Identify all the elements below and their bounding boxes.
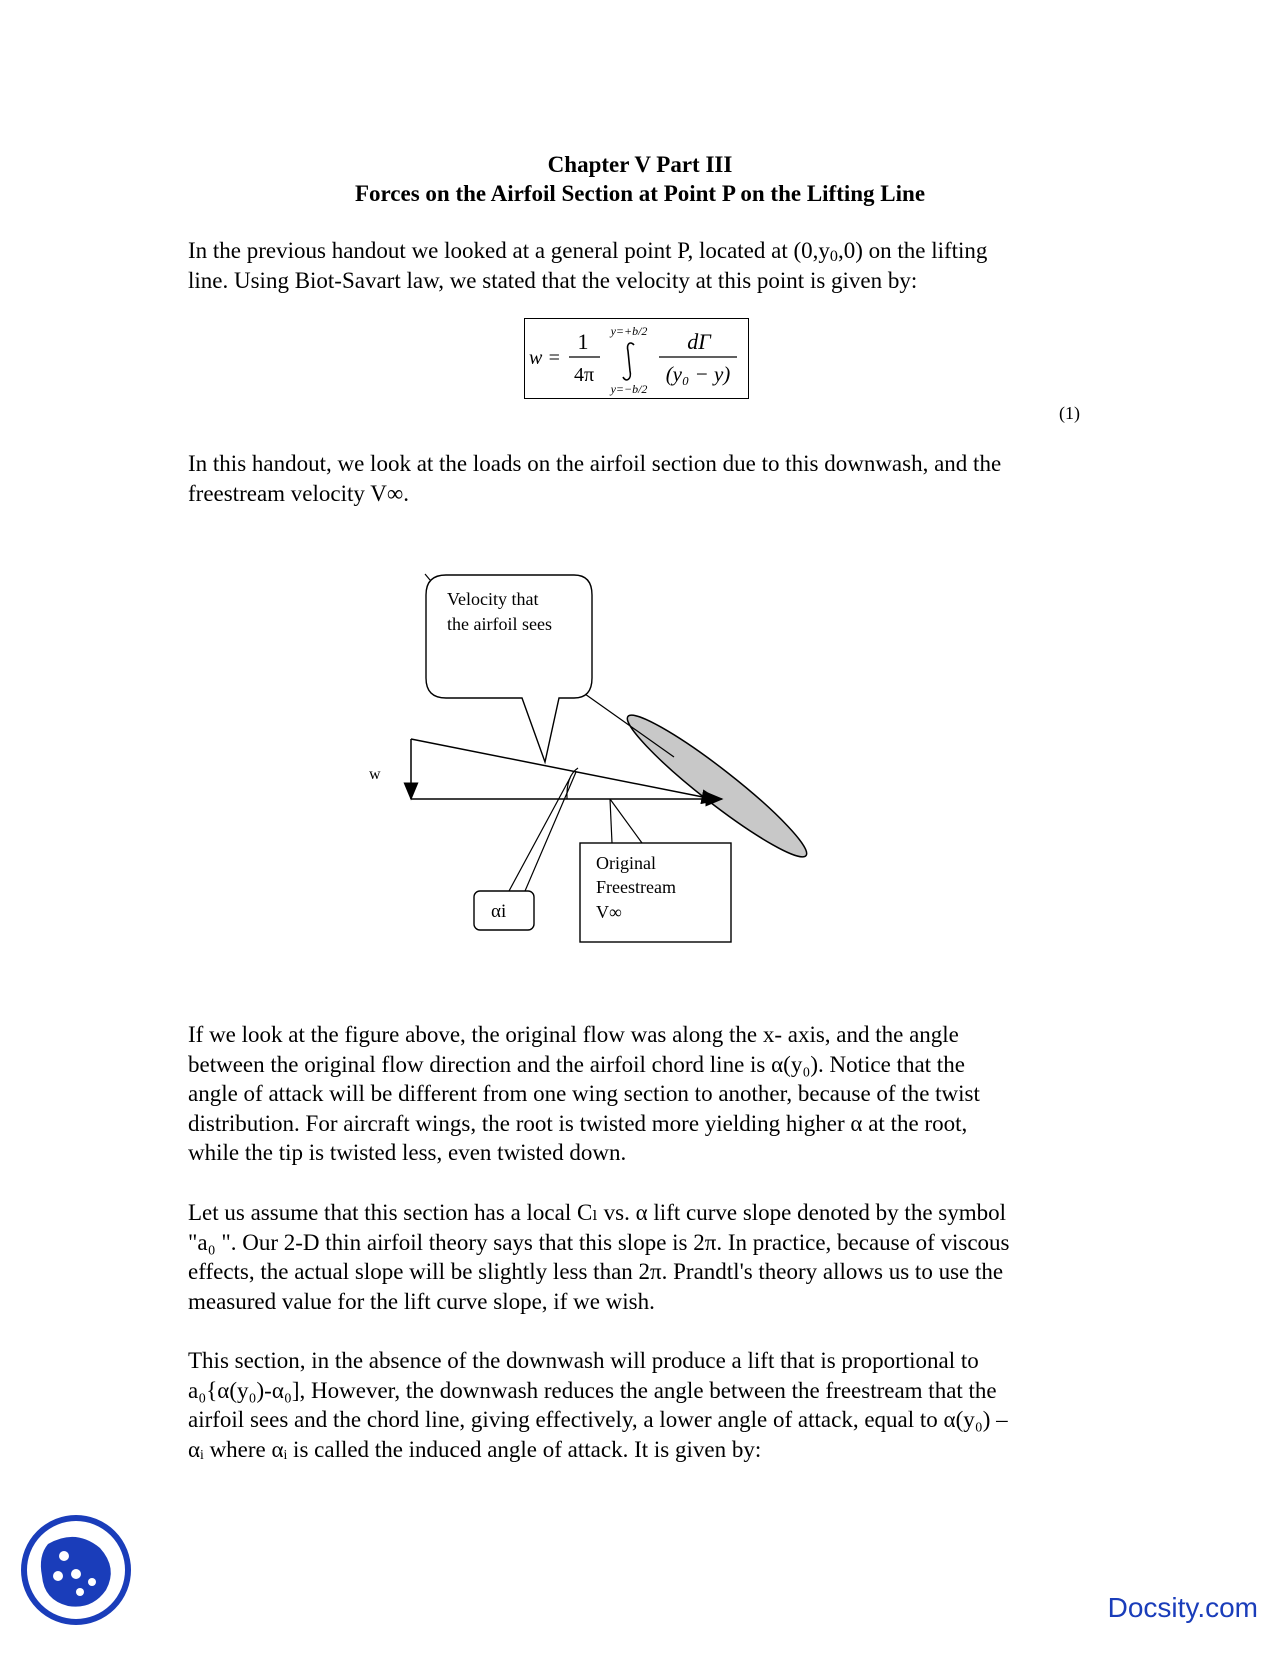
chapter-heading: Chapter V Part III: [547, 152, 733, 177]
p5-line: a₀{α(y₀)-α₀], However, the downwash reduces the angle between the freestream that the: [188, 1377, 997, 1403]
intro-line-1a: In the previous handout we looked at a general point P, located at (0,y: [188, 238, 830, 263]
intro-line-1: [188, 236, 1098, 266]
p4-line: Let us assume that this section has a local Cₗ vs. α lift curve slope denoted by the symbol: [188, 1200, 1007, 1225]
callout-velocity-line2: the airfoil sees: [447, 614, 552, 634]
paragraph-5: [188, 1346, 1098, 1464]
paragraph-4: [188, 1198, 1098, 1316]
intro-paragraph: [188, 236, 1098, 295]
p3-line: If we look at the figure above, the original flow was along the x- axis, and the angle: [188, 1022, 959, 1047]
p3-line: between the original flow direction and the airfoil chord line is α(y₀). Notice that the: [188, 1051, 965, 1077]
paragraph-3: [188, 1020, 1098, 1168]
eq-upper-limit: y=+b/2: [610, 324, 648, 338]
freestream-leader-2: [610, 799, 612, 843]
docsity-logo-icon: [20, 1514, 132, 1626]
p4-line: "a₀ ". Our 2-D thin airfoil theory says that this slope is 2π. In practice, because of viscous: [188, 1229, 1010, 1255]
eq-integrand-num: dΓ: [687, 329, 711, 354]
freestream-line1: Original: [596, 853, 656, 873]
p3-line: distribution. For aircraft wings, the root is twisted more yielding higher α at the root,: [188, 1110, 968, 1136]
label-w: w: [369, 766, 381, 783]
p5-line: airfoil sees and the chord line, giving effectively, a lower angle of attack, equal to α(y₀) –: [188, 1407, 1008, 1432]
intro-line-1b: ,0) on the lifting: [837, 238, 988, 263]
p5-line: This section, in the absence of the downwash will produce a lift that is proportional to: [188, 1348, 979, 1373]
intro-line-2: line. Using Biot-Savart law, we stated that the velocity at this point is given by:: [188, 267, 918, 293]
equation-number: (1): [1059, 403, 1080, 423]
eq-lhs: w =: [529, 347, 561, 369]
p2-line-2: freestream velocity V∞.: [188, 480, 409, 506]
eq-denominator: 4π: [573, 364, 595, 386]
page-title: Forces on the Airfoil Section at Point P on the Lifting Line: [354, 181, 926, 206]
p3-line: angle of attack will be different from one wing section to another, because of the twist: [188, 1081, 980, 1106]
p4-line: measured value for the lift curve slope, if we wish.: [188, 1288, 655, 1314]
intro-line-1-sub: 0: [829, 248, 838, 265]
alpha-leader-1: [509, 778, 570, 891]
paragraph-2: [188, 449, 1098, 508]
eq-integral-sign: [623, 343, 634, 380]
callout-leader-line: [585, 694, 674, 757]
freestream-line2: Freestream: [596, 877, 676, 897]
p4-line: effects, the actual slope will be slightly less than 2π. Prandtl's theory allows us to use the: [188, 1259, 1004, 1284]
freestream-line3: V∞: [596, 902, 622, 922]
alpha-leader-2: [525, 772, 576, 891]
callout-velocity-line1: Velocity that: [447, 589, 539, 609]
velocity-diagram: [0, 560, 1280, 950]
freestream-leader-1: [610, 799, 642, 843]
eq-integrand-den: (y₀ − y): [665, 362, 731, 386]
eq-numerator: 1: [577, 329, 589, 354]
p5-line: αᵢ where αᵢ is called the induced angle of attack. It is given by:: [188, 1436, 762, 1462]
label-alpha-i: αi: [491, 901, 507, 922]
equation-box: [524, 318, 749, 399]
eq-lower-limit: y=−b/2: [610, 382, 648, 396]
docsity-watermark[interactable]: Docsity.com: [1107, 1592, 1258, 1623]
p2-line-1: In this handout, we look at the loads on the airfoil section due to this downwash, and the: [188, 451, 1002, 476]
p3-line: while the tip is twisted less, even twisted down.: [188, 1140, 627, 1165]
equation-svg: [525, 319, 748, 398]
callout-tick: [425, 574, 430, 580]
